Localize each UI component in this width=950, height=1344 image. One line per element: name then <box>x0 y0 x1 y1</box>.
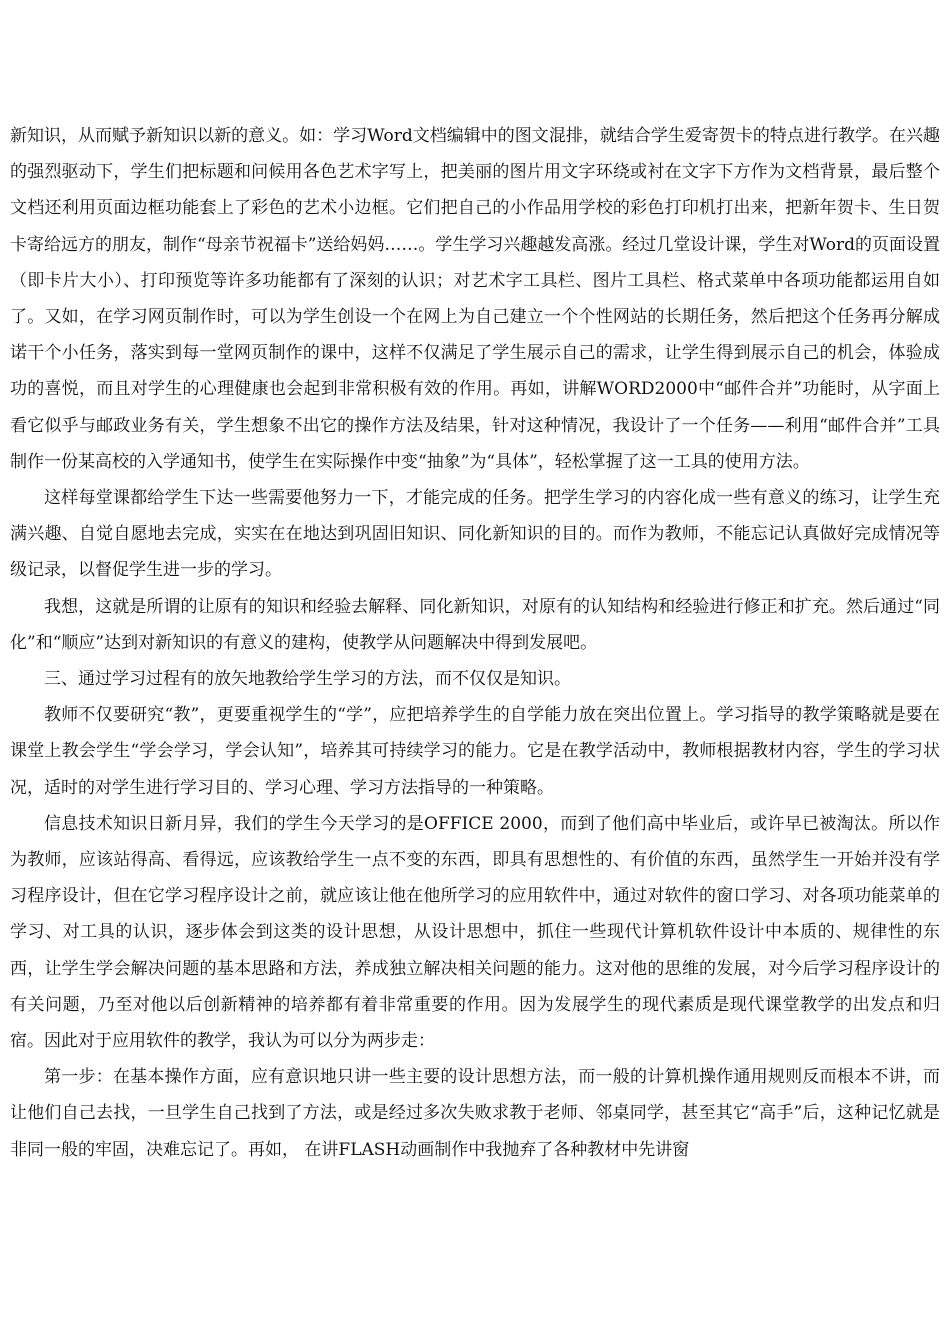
paragraph-assimilation: 我想，这就是所谓的让原有的知识和经验去解释、同化新知识，对原有的认知结构和经验进行修正和扩充。然后通过“同化”和“顺应”达到对新知识的有意义的建构，使教学从问题解决中得到发展吧。 <box>10 596 940 653</box>
paragraph-word-card-example: 新知识，从而赋予新知识以新的意义。如：学习Word文档编辑中的图文混排，就结合学生爱寄贺卡的特点进行教学。在兴趣的强烈驱动下，学生们把标题和问候用各色艺术字写上，把美丽的图片用文字环绕或衬在文字下方作为文档背景，最后整个文档还利用页面边框功能套上了彩色的艺术小边框。它们把自己的小作品用学校的彩色打印机打出来，把新年贺卡、生日贺卡寄给远方的朋友，制作“母亲节祝福卡”送给妈妈……。学生学习兴趣越发高涨。经过几堂设计课，学生对Word的页面设置（即卡片大小）、打印预览等许多功能都有了深刻的认识；对艺术字工具栏、图片工具栏、格式菜单中各项功能都运用自如了。又如，在学习网页制作时，可以为学生创设一个在网上为自己建立一个个性网站的长期任务，然后把这个任务再分解成诺干个小任务，落实到每一堂网页制作的课中，这样不仅满足了学生展示自己的需求，让学生得到展示自己的机会，体验成功的喜悦，而且对学生的心理健康也会起到非常积极有效的作用。再如，讲解WORD2000中“邮件合并”功能时，从字面上看它似乎与邮政业务有关，学生想象不出它的操作方法及结果，针对这种情况，我设计了一个任务——利用“邮件合并”工具制作一份某高校的入学通知书，使学生在实际操作中变“抽象”为“具体”，轻松掌握了这一工具的使用方法。 <box>10 126 940 472</box>
paragraph-step-one: 第一步：在基本操作方面，应有意识地只讲一些主要的设计思想方法，而一般的计算机操作通用规则反而根本不讲，而让他们自己去找，一旦学生自己找到了方法，或是经过多次失败求教于老师、邻桌同学，甚至其它“高手”后，这种记忆就是非同一般的牢固，决难忘记了。再如， 在讲FLASH动画制作中我抛弃了各种教材中先讲窗 <box>10 1067 940 1160</box>
paragraph-daily-tasks: 这样每堂课都给学生下达一些需要他努力一下，才能完成的任务。把学生学习的内容化成一些有意义的练习，让学生充满兴趣、自觉自愿地去完成，实实在在地达到巩固旧知识、同化新知识的目的。而作为教师，不能忘记认真做好完成情况等级记录，以督促学生进一步的学习。 <box>10 488 940 581</box>
paragraph-learning-guidance: 教师不仅要研究“教”，更要重视学生的“学”，应把培养学生的自学能力放在突出位置上。学习指导的教学策略就是要在课堂上教会学生“学会学习，学会认知”，培养其可持续学习的能力。它是在教学活动中，教师根据教材内容，学生的学习状况，适时的对学生进行学习目的、学习心理、学习方法指导的一种策略。 <box>10 705 940 798</box>
document-page <box>10 118 940 1168</box>
section-heading-three: 三、通过学习过程有的放矢地教给学生学习的方法，而不仅仅是知识。 <box>44 669 571 690</box>
paragraph-it-knowledge: 信息技术知识日新月异，我们的学生今天学习的是OFFICE 2000，而到了他们高中毕业后，或许早已被淘汰。所以作为教师，应该站得高、看得远，应该教给学生一点不变的东西，即具有思想性的、有价值的东西，虽然学生一开始并没有学习程序设计，但在它学习程序设计之前，就应该让他在他所学习的应用软件中，通过对软件的窗口学习、对各项功能菜单的学习、对工具的认识，逐步体会到这类的设计思想，从设计思想中，抓住一些现代计算机软件设计中本质的、规律性的东西，让学生学会解决问题的基本思路和方法，养成独立解决相关问题的能力。这对他的思维的发展，对今后学习程序设计的有关问题，乃至对他以后创新精神的培养都有着非常重要的作用。因为发展学生的现代素质是现代课堂教学的出发点和归宿。因此对于应用软件的教学，我认为可以分为两步走： <box>10 813 940 1052</box>
